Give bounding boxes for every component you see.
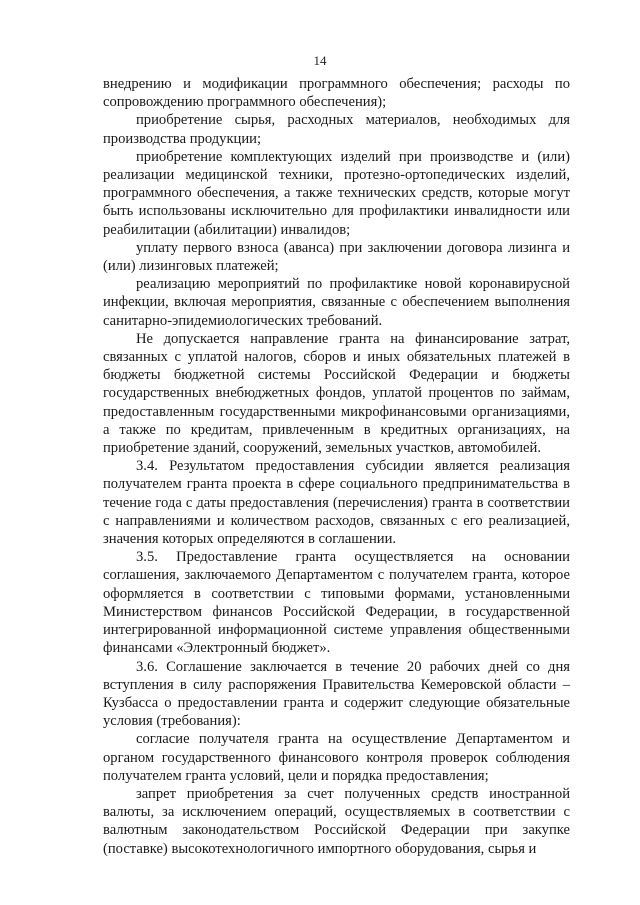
paragraph-currency-ban: запрет приобретения за счет полученных средств иностранной валюты, за исключением операций, осуществляемых в соответствии с валютным законодательством Российской Федерации при закупке (поставке) высокотехнологичного импортного оборудования, сырья и <box>103 785 570 857</box>
document-body <box>103 75 570 858</box>
paragraph-3-4: 3.4. Результатом предоставления субсидии является реализация получателем гранта проекта в сфере социального предпринимательства в течение года с даты предоставления (перечисления) гранта в соответствии с направлениями и количеством расходов, связанных с его реализацией, значения которых определяются в соглашении. <box>103 458 570 548</box>
paragraph-prohibited-expenses: Не допускается направление гранта на финансирование затрат, связанных с уплатой налогов, сборов и иных обязательных платежей в бюджеты бюджетной системы Российской Федерации и бюджеты государственных внебюджетных фондов, уплатой процентов по займам, предоставленным государственными микрофинансовыми организациями, а также по кредитам, привлеченным в кредитных организациях, на приобретение зданий, сооружений, земельных участков, автомобилей. <box>103 330 570 457</box>
paragraph-raw-materials: приобретение сырья, расходных материалов, необходимых для производства продукции; <box>103 112 570 147</box>
paragraph-3-6: 3.6. Соглашение заключается в течение 20 рабочих дней со дня вступления в силу распоряжения Правительства Кемеровской области – Кузбасса о предоставлении гранта и содержит следующие обязательные условия (требования): <box>103 658 570 730</box>
paragraph-3-5: 3.5. Предоставление гранта осуществляется на основании соглашения, заключаемого Департаментом с получателем гранта, которое оформляется в соответствии с типовыми формами, установленными Министерством финансов Российской Федерации, в государственной интегрированной информационной системе управления общественными финансами «Электронный бюджет». <box>103 549 570 657</box>
page-number: 14 <box>313 53 327 68</box>
paragraph-leasing: уплату первого взноса (аванса) при заключении договора лизинга и (или) лизинговых платежей; <box>103 239 570 275</box>
paragraph-consent: согласие получателя гранта на осуществление Департаментом и органом государственного финансового контроля проверок соблюдения получателем гранта условий, цели и порядка предоставления; <box>103 731 570 784</box>
paragraph-coronavirus: реализацию мероприятий по профилактике новой коронавирусной инфекции, включая мероприятия, связанные с обеспечением выполнения санитарно-эпидемиологических требований. <box>103 276 570 329</box>
paragraph-components: приобретение комплектующих изделий при производстве и (или) реализации медицинской техники, протезно-ортопедических изделий, программного обеспечения, а также технических средств, которые могут быть использованы исключительно для профилактики инвалидности или реабилитации (абилитации) инвалидов; <box>103 148 570 238</box>
paragraph-software-expenses: внедрению и модификации программного обеспечения; расходы по сопровождению программного обеспечения); <box>103 76 570 111</box>
